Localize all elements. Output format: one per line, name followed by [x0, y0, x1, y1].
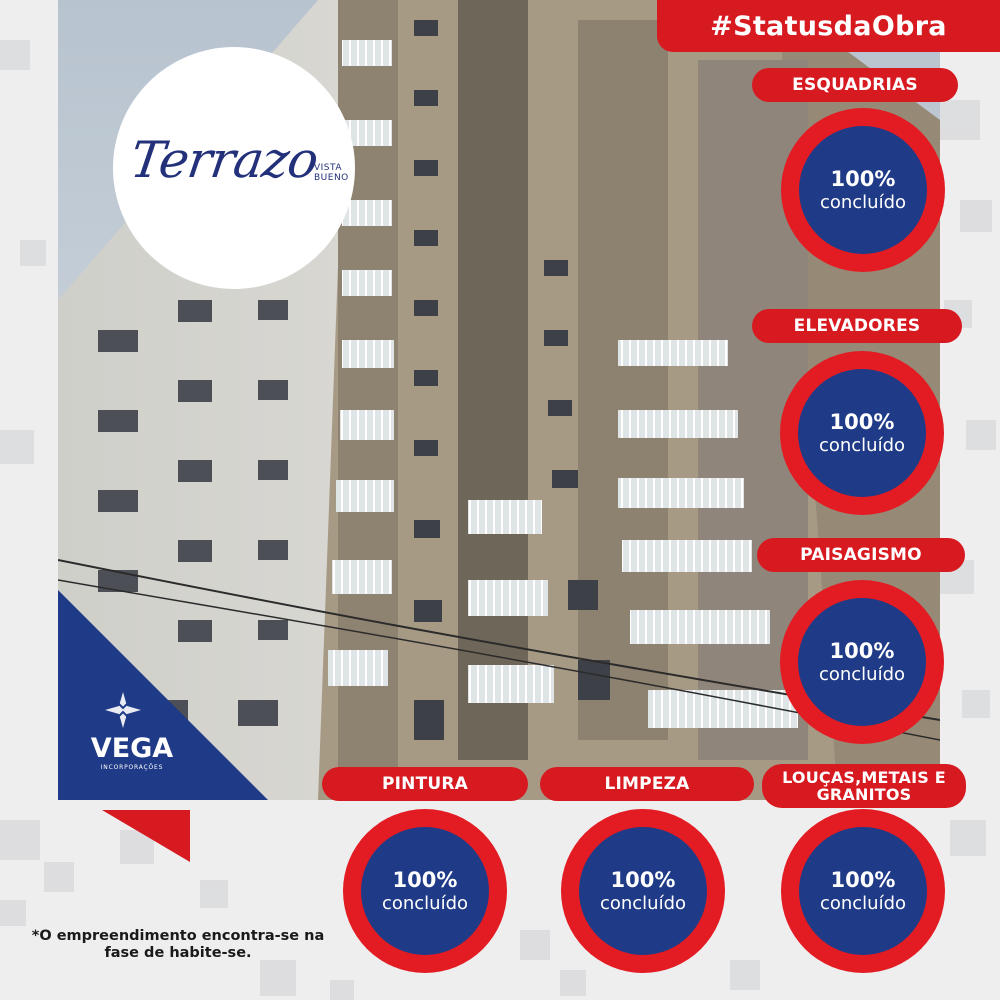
badge-status: concluído [818, 435, 906, 456]
vega-logo-tagline: INCORPORAÇÕES [100, 764, 164, 771]
label-paisagismo: PAISAGISMO [757, 538, 965, 572]
logo-wordmark: Terrazo [126, 131, 322, 189]
badge-status: concluído [819, 893, 907, 914]
label-limpeza: LIMPEZA [540, 767, 754, 801]
badge-status: concluído [818, 664, 906, 685]
status-hashtag-banner: #StatusdaObra [657, 0, 1000, 52]
label-elevadores: ELEVADORES [752, 309, 962, 343]
badge-status: concluído [819, 192, 907, 213]
footnote: *O empreendimento encontra-se na fase de habite-se. [31, 928, 325, 961]
terrazo-logo [113, 47, 355, 289]
vega-star-icon [103, 690, 143, 730]
badge-value: 100% [392, 868, 458, 892]
badge-elevadores [780, 351, 944, 515]
badge-value: 100% [829, 639, 895, 663]
vega-logo-name: VEGA [90, 733, 174, 764]
badge-status: concluído [381, 893, 469, 914]
label-pintura: PINTURA [322, 767, 528, 801]
badge-esquadrias [781, 108, 945, 272]
label-esquadrias: ESQUADRIAS [752, 68, 958, 102]
badge-value: 100% [830, 167, 896, 191]
badge-value: 100% [830, 868, 896, 892]
badge-paisagismo [780, 580, 944, 744]
logo-subtitle: VISTA BUENO [314, 163, 349, 183]
badge-value: 100% [829, 410, 895, 434]
badge-loucas-metais-granitos [781, 809, 945, 973]
badge-pintura [343, 809, 507, 973]
label-loucas-metais-granitos: LOUÇAS,METAIS E GRANITOS [762, 764, 966, 808]
badge-limpeza [561, 809, 725, 973]
badge-status: concluído [599, 893, 687, 914]
badge-value: 100% [610, 868, 676, 892]
